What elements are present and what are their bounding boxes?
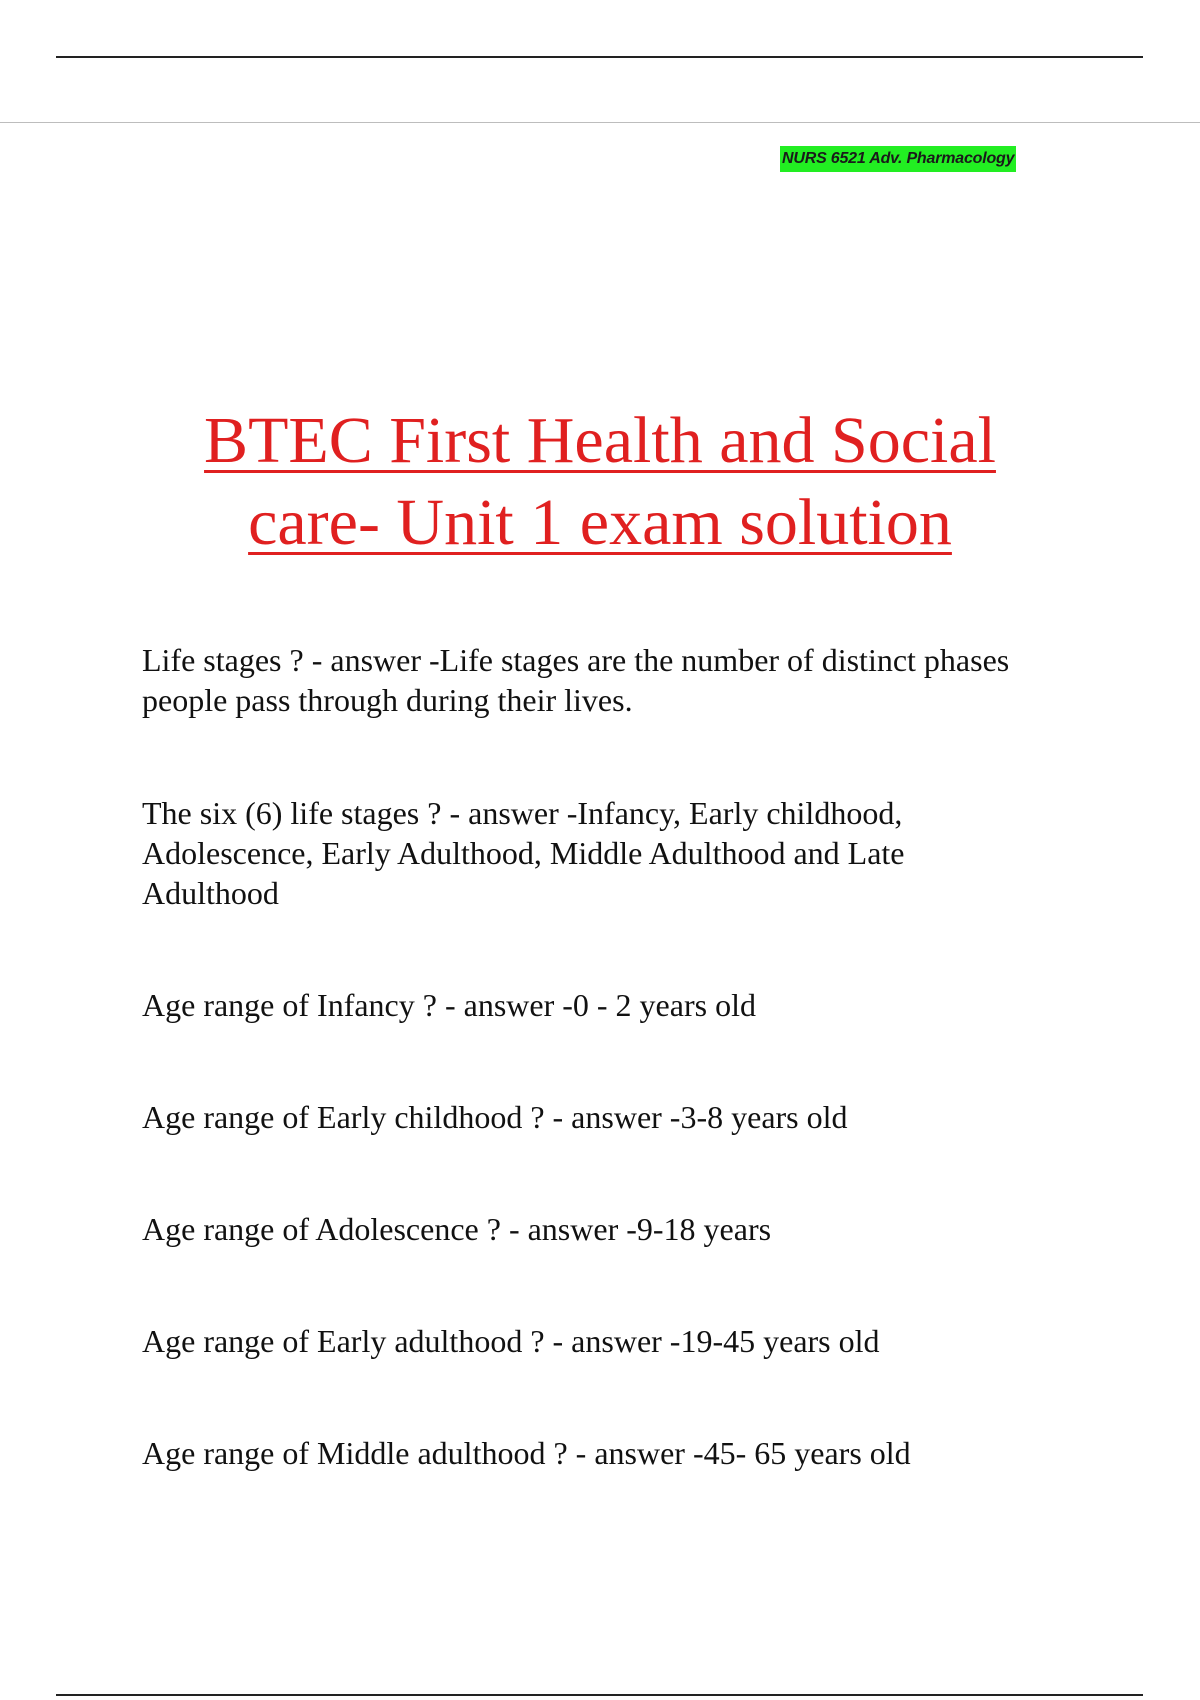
title-line-2: care- Unit 1 exam solution — [248, 486, 952, 559]
bottom-rule — [56, 1694, 1143, 1696]
qa-item: Age range of Early adulthood ? - answer -19-45 years old — [142, 1323, 880, 1359]
qa-item: Life stages ? - answer -Life stages are the number of distinct phases people pass through during their lives. — [142, 642, 1010, 718]
qa-item: The six (6) life stages ? - answer -Infancy, Early childhood, Adolescence, Early Adulthood, Middle Adulthood and Late Adulthood — [142, 795, 905, 911]
top-rule — [56, 56, 1143, 58]
document-title — [100, 400, 1100, 564]
qa-item: Age range of Infancy ? - answer -0 - 2 years old — [142, 987, 756, 1023]
qa-item: Age range of Adolescence ? - answer -9-18 years — [142, 1211, 772, 1247]
qa-item: Age range of Middle adulthood ? - answer -45- 65 years old — [142, 1435, 911, 1471]
qa-item: Age range of Early childhood ? - answer -3-8 years old — [142, 1099, 848, 1135]
title-line-1: BTEC First Health and Social — [204, 404, 996, 477]
header-separator — [0, 122, 1200, 123]
course-tag: NURS 6521 Adv. Pharmacology — [780, 146, 1016, 172]
